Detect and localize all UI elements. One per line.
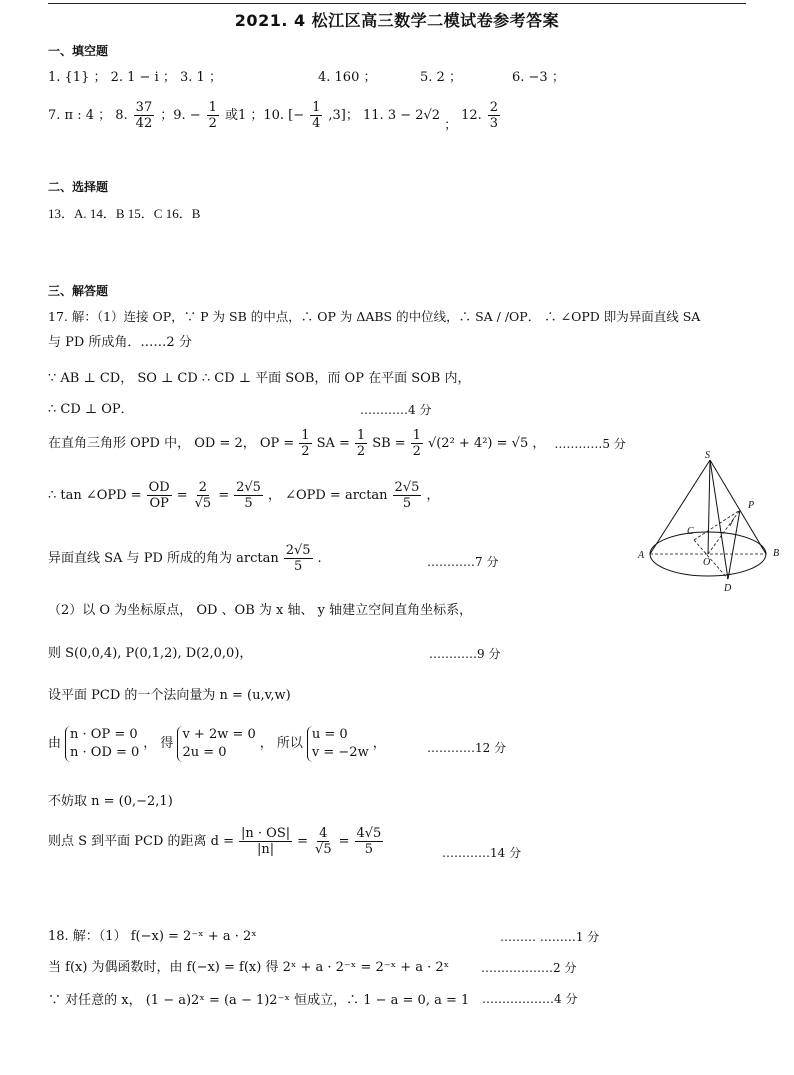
q18-score-4: ………………4 分 (482, 992, 578, 1006)
fill-answer-9-label: ；9. − (160, 107, 201, 123)
q18-line-2: 当 f(x) 为偶函数时，由 f(−x) = f(x) 得 2ˣ + a · 2⁻ˣ = 2⁻ˣ + a · 2ˣ (48, 960, 450, 975)
fraction-denominator: 2 (208, 116, 217, 131)
fraction-1-2 (207, 100, 219, 131)
equation-system-2 (177, 726, 255, 762)
fraction-2sqrt5-5 (284, 543, 313, 574)
fraction-denominator: 4 (312, 116, 321, 131)
q17-line-1: 17. 解：（1）连接 OP，∵ P 为 SB 的中点，∴ OP 为 ΔABS 的中位线，∴ SA / /OP． ∴ ∠OPD 即为异面直线 SA (48, 309, 701, 324)
fraction-numerator: |n · OS| (241, 826, 291, 841)
label-a: A (638, 550, 645, 561)
q17-line-6-part-b: ， ∠OPD = arctan (267, 487, 388, 503)
q17-line-3: ∵ AB ⊥ CD， SO ⊥ CD ∴ CD ⊥ 平面 SOB，而 OP 在平面 SOB 内， (48, 371, 471, 386)
fill-answers-7-12 (48, 100, 502, 131)
q17-line-6-part-c: ， (426, 487, 440, 503)
equation-1b: n · OD = 0 (70, 745, 140, 760)
q17-score-14: …………14 分 (442, 846, 522, 860)
edge-sa (650, 460, 710, 554)
q17-line-11 (48, 726, 386, 762)
fraction-denominator: 2 (412, 444, 421, 459)
fraction-od-op (147, 480, 172, 511)
equation-1a: n · OP = 0 (70, 727, 138, 742)
fraction-half (299, 428, 311, 459)
fraction-numerator: 37 (135, 100, 153, 115)
segment-pd (728, 510, 740, 579)
fraction-numerator: 2√5 (285, 543, 311, 558)
fraction-numerator: 1 (312, 100, 321, 115)
q18-score-2: ………………2 分 (481, 961, 577, 975)
fraction-denominator: OP (149, 496, 169, 511)
q17-line-6-part-a: ∴ tan ∠OPD = (48, 487, 142, 503)
section-heading-choice: 二、选择题 (48, 180, 109, 194)
q17-score-7: …………7 分 (427, 555, 499, 569)
fraction-denominator: 5 (293, 559, 303, 574)
equation-2b: 2u = 0 (182, 745, 227, 760)
fraction-denominator: 5 (402, 496, 412, 511)
fraction-numerator: 2√5 (236, 480, 261, 495)
section-heading-solutions: 三、解答题 (48, 284, 109, 298)
fraction-37-42 (134, 100, 155, 131)
q18-score-1: ……… ………1 分 (500, 930, 600, 944)
fraction-denominator: 2 (301, 444, 310, 459)
edge-so (708, 460, 710, 554)
section-heading-fill: 一、填空题 (48, 44, 109, 58)
fraction-denominator: |n| (257, 842, 275, 857)
fraction-numerator: 2 (489, 100, 499, 115)
fraction-half (355, 428, 367, 459)
q17-line-13-part-a: 则点 S 到平面 PCD 的距离 d = (48, 833, 235, 849)
q17-line-7 (48, 543, 322, 574)
q17-line-11-part-g: ， (372, 736, 386, 751)
cone-figure (632, 448, 788, 598)
equation-3b: v = −2w (311, 745, 369, 760)
fraction-denominator: √5 (194, 496, 212, 511)
label-s: S (705, 450, 710, 461)
label-d: D (724, 583, 732, 594)
fraction-denominator: 5 (244, 496, 253, 511)
fill-answer-11-label: ,3]； 11. 3 − 2√2 (328, 107, 441, 123)
q17-line-6: ∴ tan ∠OPD = $\frac{OD}{OP}$ = $\frac{2}{√5}$ = $\frac{2√5}{5}$ ， ∠OPD = arctan $\frac{2√5}{5}$ ， (48, 480, 440, 511)
label-b: B (773, 548, 780, 559)
fraction-1-4 (310, 100, 322, 131)
label-c: C (687, 526, 694, 537)
q17-line-13: 则点 S 到平面 PCD 的距离 d = $\frac{|n \cdot OS|}{|n|}$ = $\frac{4}{√5}$ = $\frac{4√5}{5}$ (48, 826, 382, 857)
q17-line-5-part-a: 在直角三角形 OPD 中， OD = 2， OP = (48, 435, 295, 451)
fraction-denominator: 3 (489, 116, 499, 131)
q17-line-7-part-a: 异面直线 SA 与 PD 所成的角为 arctan (48, 550, 279, 566)
fraction-2sqrt5-5 (393, 480, 422, 511)
equation-system-1 (65, 726, 139, 762)
q18-line-1: 18. 解：（1） f(−x) = 2⁻ˣ + a · 2ˣ (48, 929, 257, 944)
q17-line-4: ∴ CD ⊥ OP． (48, 402, 134, 417)
top-rule (48, 3, 746, 4)
segment-cp (694, 510, 740, 540)
fraction-2-3 (488, 100, 500, 131)
q17-line-5-part-b: SA = (316, 435, 350, 451)
q17-line-11-part-c: ， 得 (143, 736, 174, 751)
fill-answer-5: 5. 2 ； (420, 70, 462, 85)
fraction-numerator: 1 (412, 428, 421, 443)
fraction-denominator: √5 (315, 842, 332, 857)
q17-line-2: 与 PD 所成角．……2 分 (48, 335, 192, 350)
fraction-half (411, 428, 423, 459)
fraction-numerator: 4 (319, 826, 328, 841)
choice-answers: 13．A. 14．B 15．C 16．B (48, 206, 201, 221)
q17-line-5 (48, 428, 626, 459)
fraction-4-sqrt5 (313, 826, 334, 857)
q17-line-12: 不妨取 n = (0,−2,1) (48, 794, 173, 809)
fraction-denominator: 2 (356, 444, 366, 459)
page-title: 2021. 4 松江区高三数学二模试卷参考答案 (234, 11, 560, 30)
fraction-2-sqrt5 (193, 480, 214, 511)
right-angle-mark (730, 518, 734, 526)
q17-line-5-part-c: SB = (372, 435, 406, 451)
q17-score-12: …………12 分 (427, 741, 507, 755)
q17-line-9: 则 S(0,0,4), P(0,1,2), D(2,0,0)， (48, 646, 253, 661)
equation-system-3 (307, 726, 369, 762)
q17-line-11-part-a: 由 (48, 736, 62, 751)
q17-line-10: 设平面 PCD 的一个法向量为 n = (u,v,w) (48, 688, 291, 703)
fill-answer-10-label: 或1 ；10. [− (224, 107, 305, 123)
fraction-denominator: 5 (364, 842, 374, 857)
fraction-numerator: 2 (198, 480, 208, 495)
label-o: O (703, 557, 711, 568)
q17-score-4: …………4 分 (360, 403, 432, 417)
q17-score-5: …………5 分 (554, 436, 626, 451)
q17-score-9: …………9 分 (429, 647, 501, 661)
q17-line-11-part-e: ， 所以 (259, 736, 303, 751)
fraction-numerator: 1 (301, 428, 310, 443)
fraction-distance (239, 826, 292, 857)
fill-answer-11-semicolon: ； (444, 117, 458, 133)
q18-line-3: ∵ 对任意的 x， (1 − a)2ˣ = (a − 1)2⁻ˣ 恒成立，∴ 1 − a = 0, a = 1 (48, 993, 470, 1008)
fraction-numerator: OD (148, 480, 170, 495)
fill-answer-6: 6. −3 ； (512, 70, 565, 85)
fraction-4sqrt5-5 (355, 826, 384, 857)
equation-3a: u = 0 (311, 727, 348, 742)
fraction-denominator: 42 (135, 116, 153, 131)
q17-line-7-part-b: . (317, 550, 322, 566)
fraction-numerator: 4√5 (356, 826, 382, 841)
fraction-numerator: 2√5 (394, 480, 420, 495)
label-p: P (748, 500, 755, 511)
fill-answer-4: 4. 160 ； (318, 70, 377, 85)
q17-line-8: （2）以 O 为坐标原点， OD 、OB 为 x 轴、 y 轴建立空间直角坐标系， (48, 603, 473, 618)
fill-answers-1-3: 1. {1} ； 2. 1 − i ； 3. 1 ； (48, 70, 222, 85)
q17-line-5-part-d: √(2² + 4²) = √5 ， (427, 435, 546, 451)
fill-answer-12-label: 12. (461, 107, 482, 123)
fraction-numerator: 1 (356, 428, 366, 443)
fill-answer-7-8-label: 7. π : 4 ； 8. (48, 107, 128, 123)
equation-2a: v + 2w = 0 (182, 727, 256, 742)
fraction-numerator: 1 (208, 100, 217, 115)
fraction-2sqrt5-5 (234, 480, 263, 511)
